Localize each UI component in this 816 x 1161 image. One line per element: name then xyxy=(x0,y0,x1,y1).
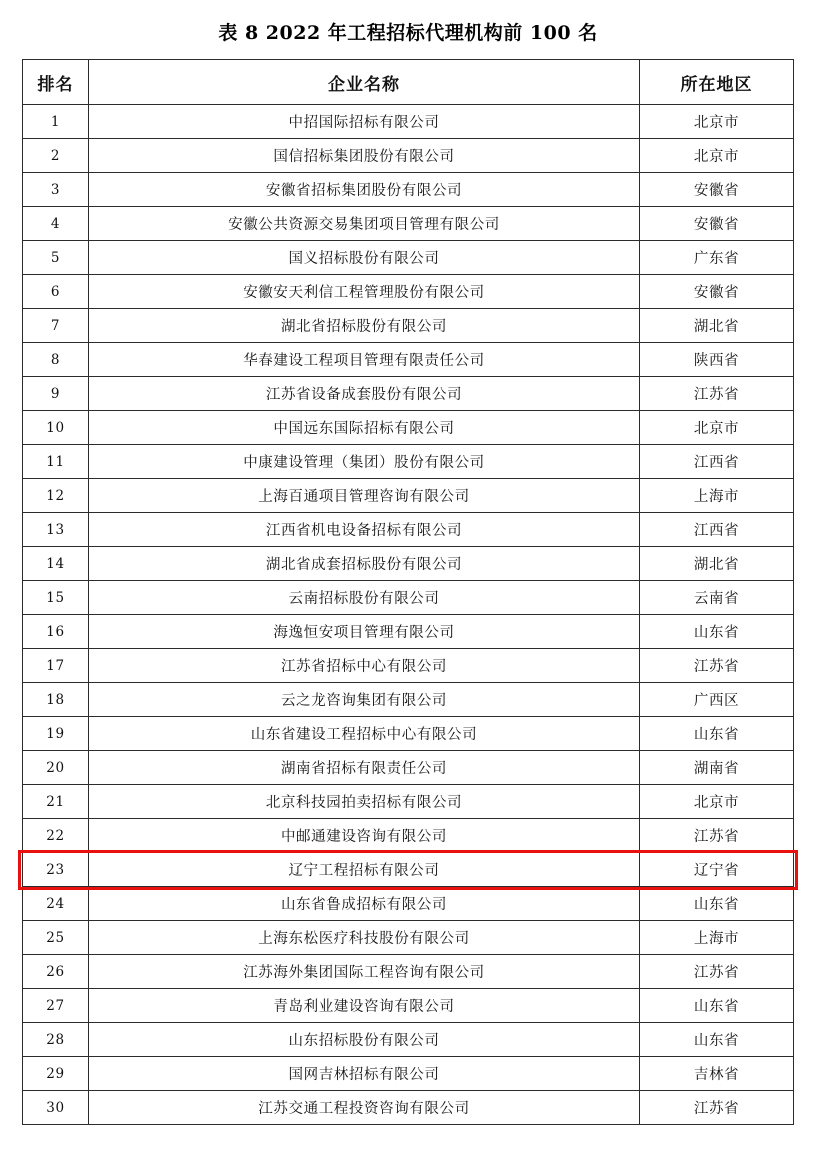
cell-rank: 21 xyxy=(23,785,89,819)
cell-rank: 22 xyxy=(23,819,89,853)
table-row xyxy=(23,649,794,683)
table-row xyxy=(23,1091,794,1125)
cell-company-name: 湖北省招标股份有限公司 xyxy=(89,309,640,343)
cell-region: 北京市 xyxy=(640,139,794,173)
cell-company-name: 安徽省招标集团股份有限公司 xyxy=(89,173,640,207)
cell-rank: 28 xyxy=(23,1023,89,1057)
table-body xyxy=(23,105,794,1125)
table-row xyxy=(23,887,794,921)
cell-region: 山东省 xyxy=(640,1023,794,1057)
cell-rank: 19 xyxy=(23,717,89,751)
cell-rank: 20 xyxy=(23,751,89,785)
cell-region: 安徽省 xyxy=(640,207,794,241)
cell-company-name: 国网吉林招标有限公司 xyxy=(89,1057,640,1091)
table-row xyxy=(23,275,794,309)
table-row xyxy=(23,377,794,411)
cell-company-name: 江苏省设备成套股份有限公司 xyxy=(89,377,640,411)
cell-rank: 29 xyxy=(23,1057,89,1091)
cell-rank: 24 xyxy=(23,887,89,921)
cell-region: 湖北省 xyxy=(640,547,794,581)
table-row xyxy=(23,445,794,479)
table-row xyxy=(23,955,794,989)
cell-company-name: 华春建设工程项目管理有限责任公司 xyxy=(89,343,640,377)
cell-company-name: 云之龙咨询集团有限公司 xyxy=(89,683,640,717)
cell-region: 山东省 xyxy=(640,717,794,751)
cell-region: 江苏省 xyxy=(640,649,794,683)
cell-region: 山东省 xyxy=(640,615,794,649)
table-row xyxy=(23,173,794,207)
cell-company-name: 江苏交通工程投资咨询有限公司 xyxy=(89,1091,640,1125)
cell-company-name: 湖南省招标有限责任公司 xyxy=(89,751,640,785)
cell-region: 北京市 xyxy=(640,411,794,445)
cell-region: 上海市 xyxy=(640,921,794,955)
table-row xyxy=(23,683,794,717)
cell-rank: 10 xyxy=(23,411,89,445)
table-header-row xyxy=(23,60,794,105)
table-row-highlighted xyxy=(23,853,794,887)
cell-company-name: 辽宁工程招标有限公司 xyxy=(89,853,640,887)
table-row xyxy=(23,343,794,377)
cell-rank: 27 xyxy=(23,989,89,1023)
cell-region: 江苏省 xyxy=(640,377,794,411)
column-header-company-name: 企业名称 xyxy=(89,60,640,105)
cell-region: 吉林省 xyxy=(640,1057,794,1091)
cell-region: 北京市 xyxy=(640,105,794,139)
table-row xyxy=(23,547,794,581)
cell-rank: 5 xyxy=(23,241,89,275)
cell-rank: 15 xyxy=(23,581,89,615)
cell-region: 辽宁省 xyxy=(640,853,794,887)
cell-region: 湖北省 xyxy=(640,309,794,343)
cell-company-name: 安徽安天利信工程管理股份有限公司 xyxy=(89,275,640,309)
cell-company-name: 国义招标股份有限公司 xyxy=(89,241,640,275)
cell-company-name: 国信招标集团股份有限公司 xyxy=(89,139,640,173)
table-row xyxy=(23,479,794,513)
cell-company-name: 山东省鲁成招标有限公司 xyxy=(89,887,640,921)
cell-rank: 12 xyxy=(23,479,89,513)
cell-company-name: 上海东松医疗科技股份有限公司 xyxy=(89,921,640,955)
table-row xyxy=(23,241,794,275)
cell-rank: 2 xyxy=(23,139,89,173)
cell-company-name: 安徽公共资源交易集团项目管理有限公司 xyxy=(89,207,640,241)
cell-region: 山东省 xyxy=(640,989,794,1023)
cell-company-name: 青岛利业建设咨询有限公司 xyxy=(89,989,640,1023)
cell-rank: 8 xyxy=(23,343,89,377)
cell-rank: 11 xyxy=(23,445,89,479)
cell-company-name: 中国远东国际招标有限公司 xyxy=(89,411,640,445)
column-header-rank: 排名 xyxy=(23,60,89,105)
table-row xyxy=(23,1057,794,1091)
cell-company-name: 海逸恒安项目管理有限公司 xyxy=(89,615,640,649)
table-row xyxy=(23,513,794,547)
page-title: 表 8 2022 年工程招标代理机构前 100 名 xyxy=(218,22,598,44)
table-row xyxy=(23,105,794,139)
cell-company-name: 山东省建设工程招标中心有限公司 xyxy=(89,717,640,751)
cell-region: 江苏省 xyxy=(640,1091,794,1125)
cell-company-name: 中康建设管理（集团）股份有限公司 xyxy=(89,445,640,479)
ranking-table xyxy=(22,59,794,1125)
table-row xyxy=(23,717,794,751)
cell-region: 北京市 xyxy=(640,785,794,819)
table-header xyxy=(23,60,794,105)
table-row xyxy=(23,921,794,955)
cell-company-name: 中邮通建设咨询有限公司 xyxy=(89,819,640,853)
cell-region: 上海市 xyxy=(640,479,794,513)
cell-company-name: 中招国际招标有限公司 xyxy=(89,105,640,139)
cell-rank: 25 xyxy=(23,921,89,955)
cell-rank: 4 xyxy=(23,207,89,241)
table-row xyxy=(23,751,794,785)
cell-region: 山东省 xyxy=(640,887,794,921)
cell-rank: 16 xyxy=(23,615,89,649)
table-row xyxy=(23,139,794,173)
cell-rank: 13 xyxy=(23,513,89,547)
cell-region: 江西省 xyxy=(640,513,794,547)
table-row xyxy=(23,1023,794,1057)
cell-rank: 9 xyxy=(23,377,89,411)
cell-region: 安徽省 xyxy=(640,173,794,207)
table-row xyxy=(23,785,794,819)
cell-company-name: 江苏海外集团国际工程咨询有限公司 xyxy=(89,955,640,989)
cell-region: 陕西省 xyxy=(640,343,794,377)
cell-company-name: 山东招标股份有限公司 xyxy=(89,1023,640,1057)
cell-region: 广东省 xyxy=(640,241,794,275)
table-row xyxy=(23,819,794,853)
cell-rank: 14 xyxy=(23,547,89,581)
cell-rank: 30 xyxy=(23,1091,89,1125)
cell-region: 云南省 xyxy=(640,581,794,615)
cell-company-name: 云南招标股份有限公司 xyxy=(89,581,640,615)
table-container xyxy=(22,59,794,1125)
cell-region: 湖南省 xyxy=(640,751,794,785)
cell-rank: 18 xyxy=(23,683,89,717)
cell-company-name: 江西省机电设备招标有限公司 xyxy=(89,513,640,547)
cell-region: 江苏省 xyxy=(640,955,794,989)
cell-rank: 26 xyxy=(23,955,89,989)
cell-company-name: 湖北省成套招标股份有限公司 xyxy=(89,547,640,581)
cell-rank: 6 xyxy=(23,275,89,309)
table-row xyxy=(23,207,794,241)
cell-company-name: 北京科技园拍卖招标有限公司 xyxy=(89,785,640,819)
table-row xyxy=(23,411,794,445)
table-row xyxy=(23,989,794,1023)
cell-rank: 3 xyxy=(23,173,89,207)
cell-rank: 23 xyxy=(23,853,89,887)
cell-rank: 17 xyxy=(23,649,89,683)
cell-region: 江苏省 xyxy=(640,819,794,853)
table-row xyxy=(23,309,794,343)
column-header-region: 所在地区 xyxy=(640,60,794,105)
cell-region: 安徽省 xyxy=(640,275,794,309)
table-row xyxy=(23,581,794,615)
cell-region: 江西省 xyxy=(640,445,794,479)
table-row xyxy=(23,615,794,649)
cell-company-name: 江苏省招标中心有限公司 xyxy=(89,649,640,683)
cell-region: 广西区 xyxy=(640,683,794,717)
cell-rank: 7 xyxy=(23,309,89,343)
cell-company-name: 上海百通项目管理咨询有限公司 xyxy=(89,479,640,513)
cell-rank: 1 xyxy=(23,105,89,139)
